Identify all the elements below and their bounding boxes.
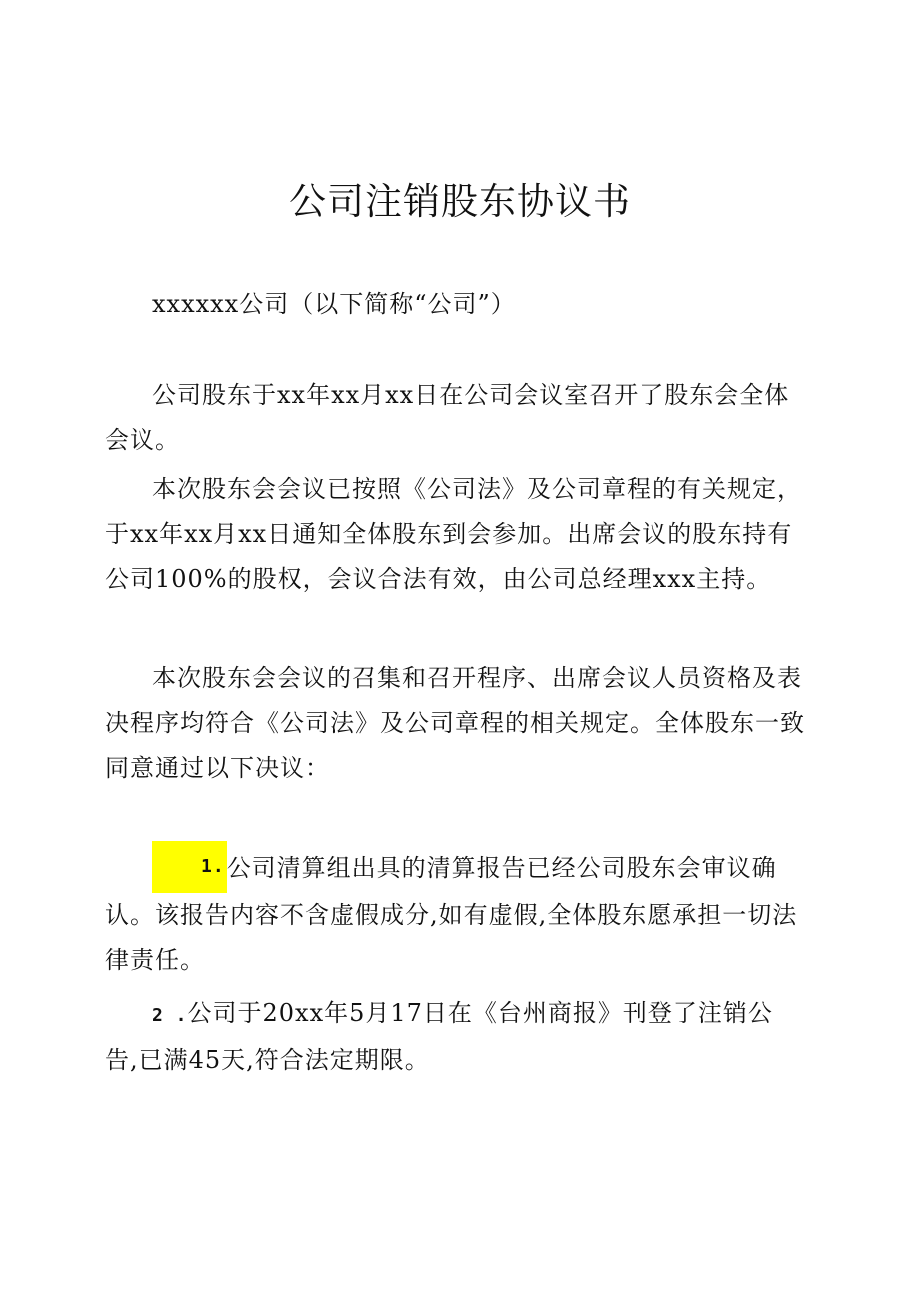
company-name-paragraph: xxxxxx公司（以下简称“公司”） bbox=[152, 290, 516, 318]
meeting-paragraph: 公司股东于xx年xx月xx日在公司会议室召开了股东会全体会议。 bbox=[105, 381, 790, 454]
resolution-item-1 bbox=[105, 846, 805, 983]
document-title: 公司注销股东协议书 bbox=[289, 180, 631, 223]
resolution-intro-paragraph: 本次股东会会议的召集和召开程序、出席会议人员资格及表决程序均符合《公司法》及公司章程的相关规定。全体股东一致同意通过以下决议： bbox=[105, 664, 805, 782]
resolution-item-2 bbox=[105, 991, 805, 1083]
item-2-text: 公司于20xx年5月17日在《台州商报》刊登了注销公告,已满45天,符合法定期限。 bbox=[105, 999, 773, 1074]
item-2-marker: 2 . bbox=[152, 1005, 188, 1026]
notice-paragraph: 本次股东会会议已按照《公司法》及公司章程的有关规定，于xx年xx月xx日通知全体股东到会参加。出席会议的股东持有公司100%的股权，会议合法有效，由公司总经理xxx主持。 bbox=[105, 475, 802, 593]
item-1-marker: 1. bbox=[152, 841, 227, 893]
item-1-text: 公司清算组出具的清算报告已经公司股东会审议确认。该报告内容不含虚假成分,如有虚假,全体股东愿承担一切法律责任。 bbox=[105, 854, 798, 974]
